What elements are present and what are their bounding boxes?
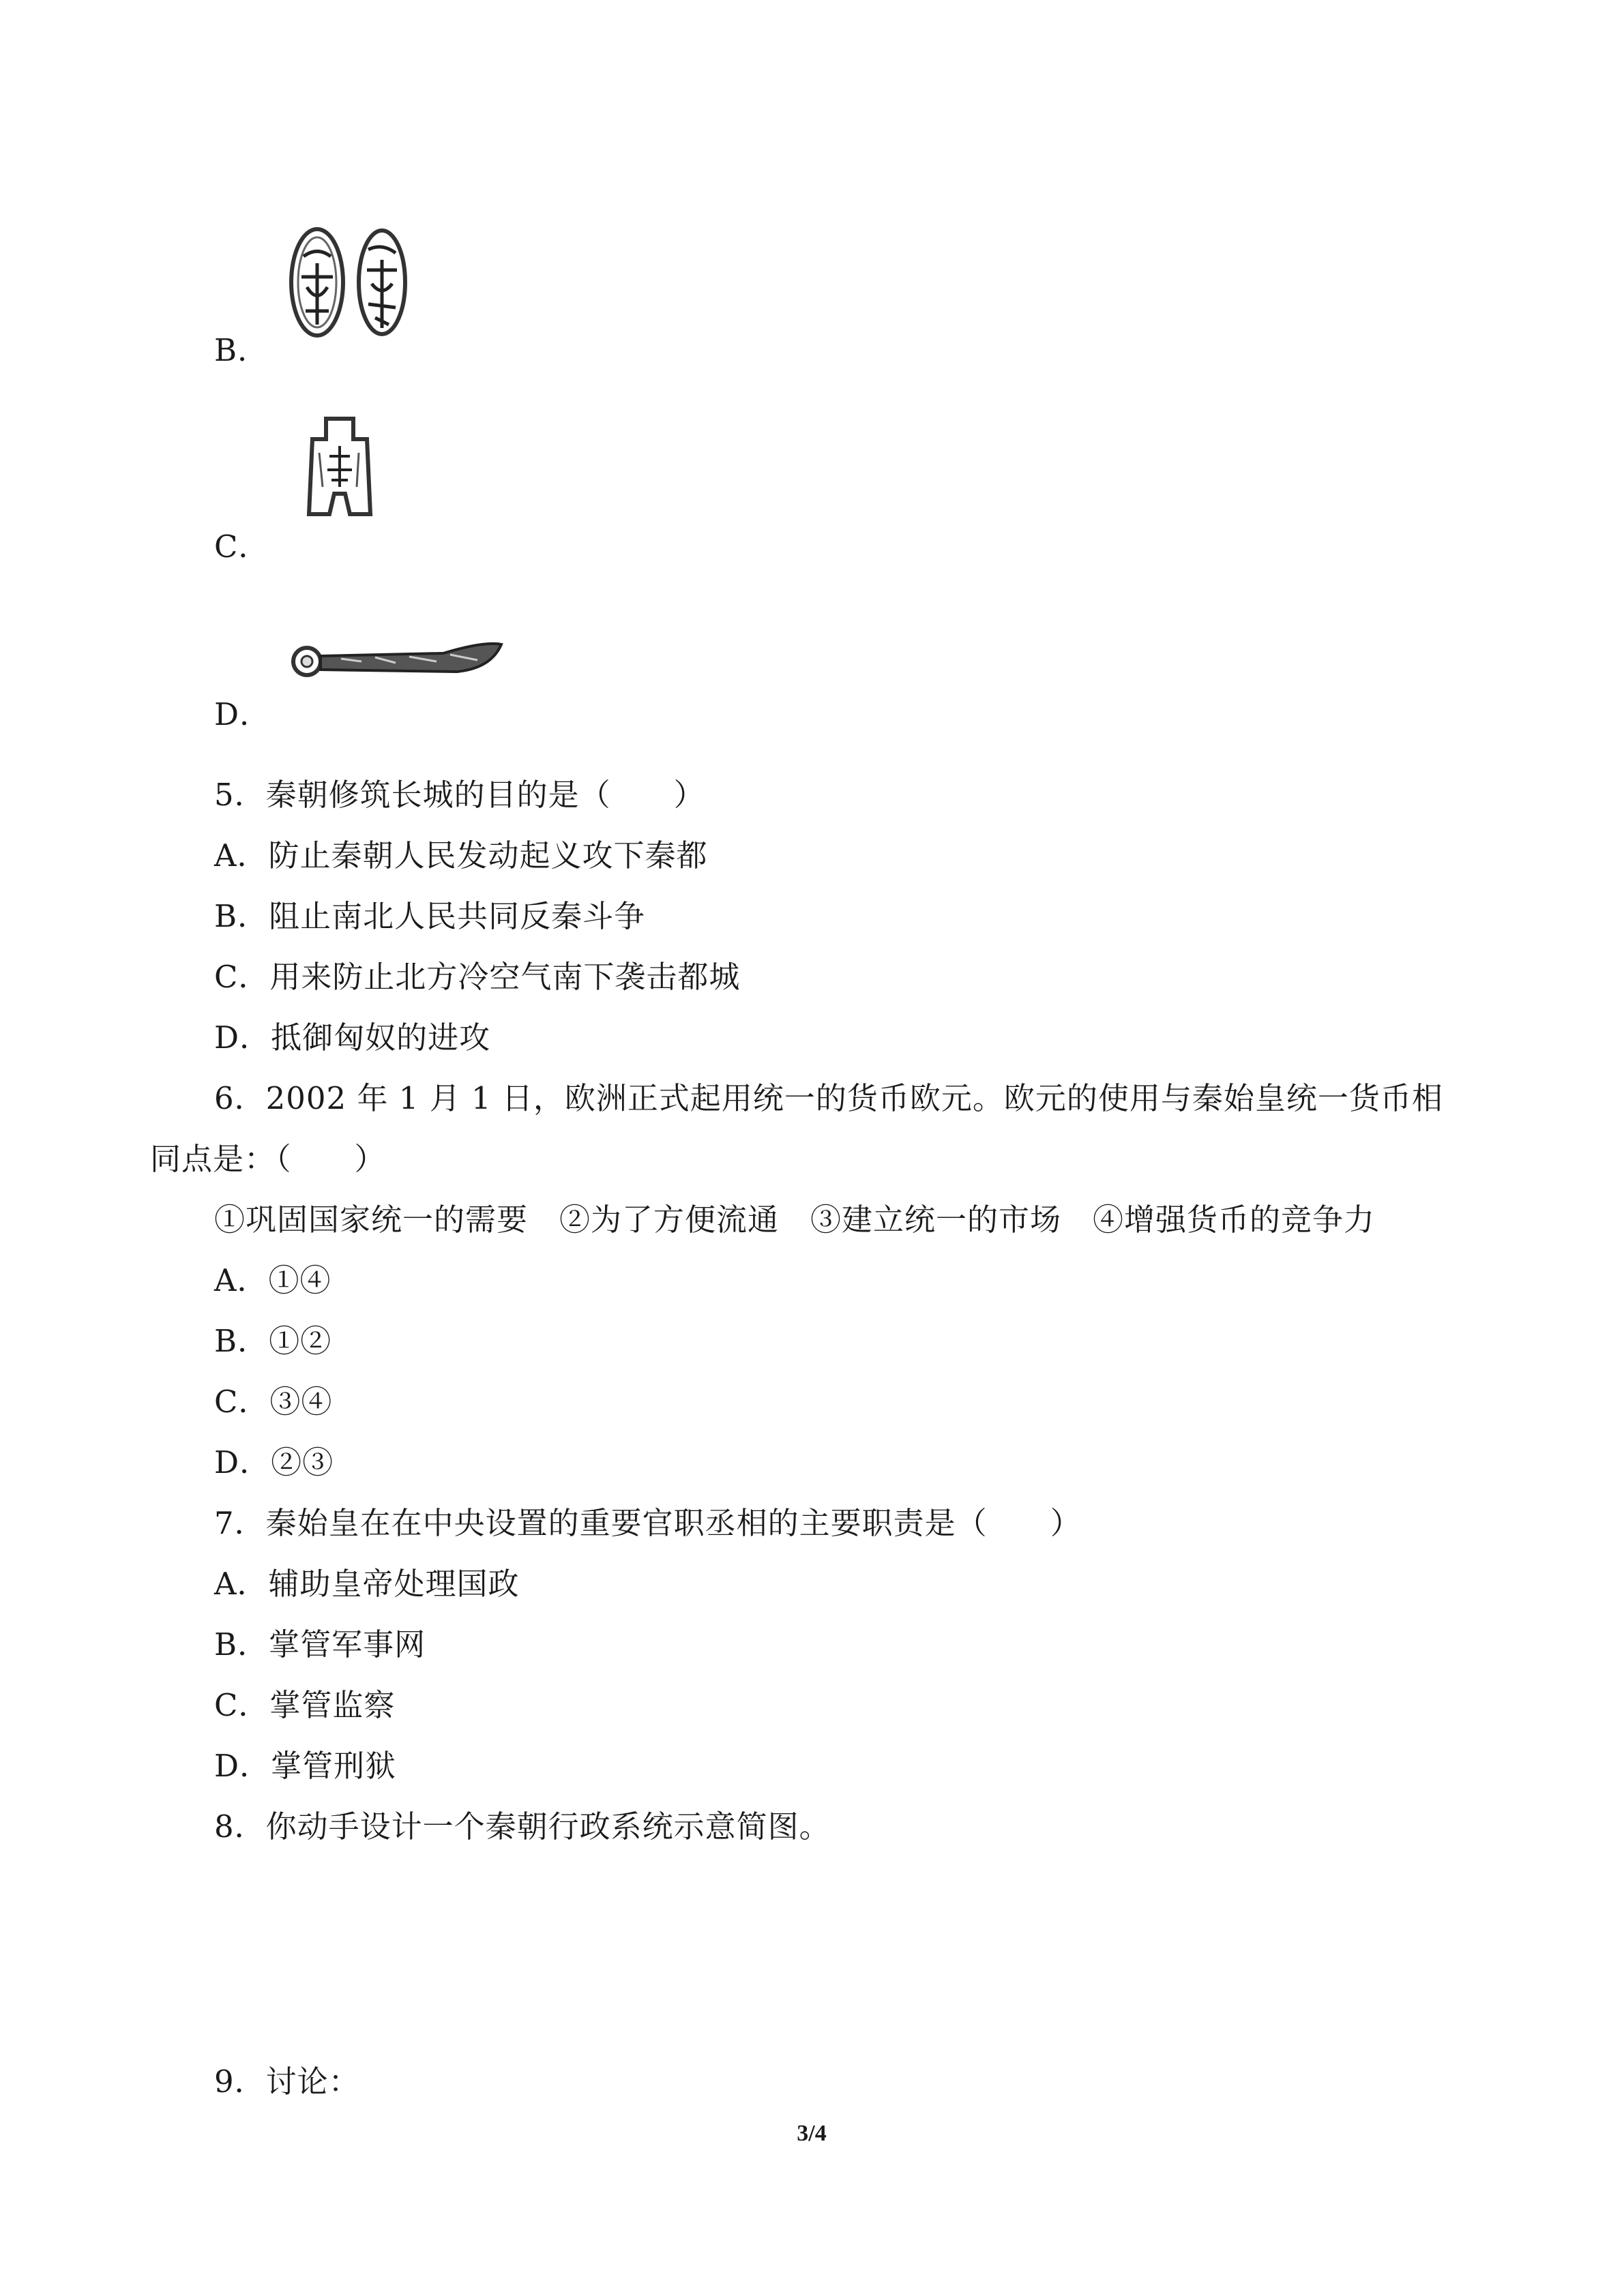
q6-option-b: B．①② bbox=[214, 1323, 332, 1359]
q7-stem: 7．秦始皇在在中央设置的重要官职丞相的主要职责是（ ） bbox=[214, 1505, 1082, 1541]
q6-statements: ①巩固国家统一的需要 ②为了方便流通 ③建立统一的市场 ④增强货币的竞争力 bbox=[214, 1202, 1376, 1238]
option-d-label: D． bbox=[214, 696, 271, 732]
q7-option-d: D．掌管刑狱 bbox=[214, 1748, 397, 1784]
q6-option-a: A．①④ bbox=[214, 1262, 331, 1298]
spade-coin-image bbox=[299, 412, 381, 528]
q7-option-c: C．掌管监察 bbox=[214, 1687, 396, 1723]
q8-stem: 8．你动手设计一个秦朝行政系统示意简图。 bbox=[214, 1808, 831, 1845]
q5-option-d: D．抵御匈奴的进攻 bbox=[214, 1019, 491, 1056]
q6-option-c: C．③④ bbox=[214, 1384, 333, 1420]
knife-coin-image bbox=[286, 634, 505, 689]
q9-stem: 9．讨论： bbox=[214, 2063, 360, 2100]
q6-stem-line2: 同点是：（ ） bbox=[150, 1141, 386, 1177]
option-b-label: B． bbox=[214, 332, 269, 368]
q6-option-d: D．②③ bbox=[214, 1444, 334, 1480]
q5-stem: 5．秦朝修筑长城的目的是（ ） bbox=[214, 777, 705, 813]
q5-option-a: A．防止秦朝人民发动起义攻下秦都 bbox=[214, 837, 708, 874]
option-c-label: C． bbox=[214, 528, 270, 565]
q5-option-c: C．用来防止北方冷空气南下袭击都城 bbox=[214, 959, 741, 995]
q6-stem-line1: 6．2002 年 1 月 1 日，欧洲正式起用统一的货币欧元。欧元的使用与秦始皇统一货币相 bbox=[214, 1080, 1443, 1116]
page-number: 3/4 bbox=[797, 2121, 827, 2146]
q7-option-b: B．掌管军事网 bbox=[214, 1626, 426, 1663]
q7-option-a: A．辅助皇帝处理国政 bbox=[214, 1566, 520, 1602]
ant-nose-coin-image bbox=[280, 222, 416, 345]
q5-option-b: B．阻止南北人民共同反秦斗争 bbox=[214, 898, 646, 934]
